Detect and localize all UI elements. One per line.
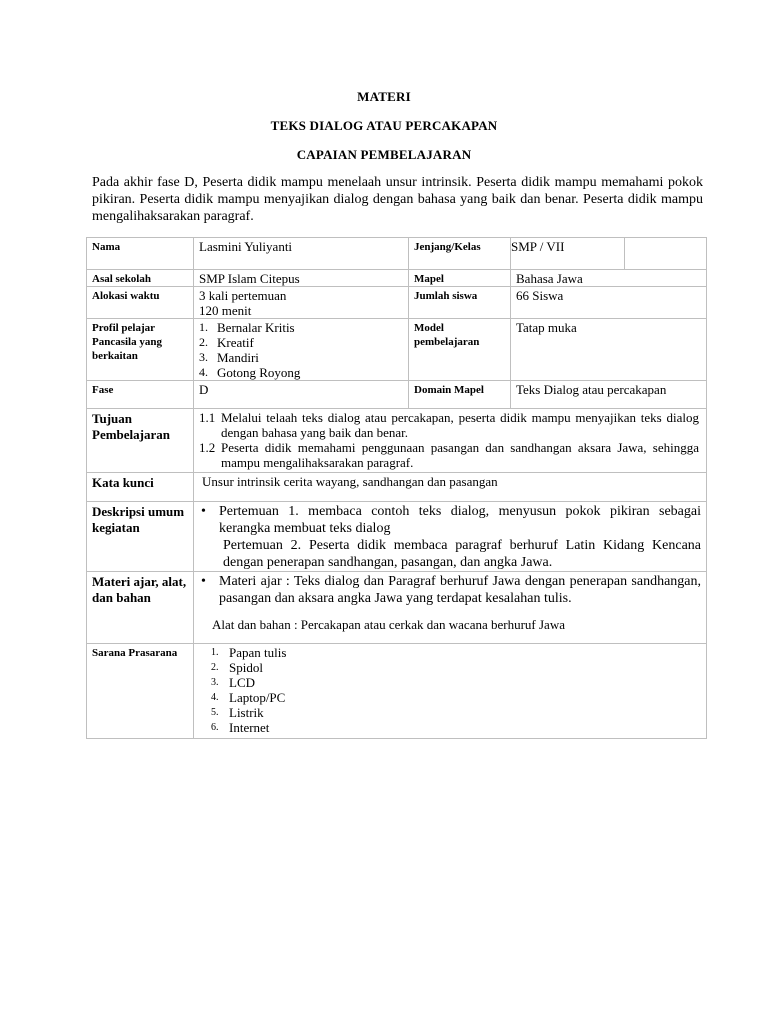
table-row (87, 270, 707, 287)
nama-value: Lasmini Yuliyanti (194, 238, 409, 270)
table-row (87, 381, 707, 409)
table-row (87, 473, 707, 502)
alokasi-line2: 120 menit (199, 303, 252, 318)
table-row (87, 287, 707, 319)
profil-label: Profil pelajar Pancasila yang berkaitan (87, 319, 194, 381)
doc-subtitle: TEKS DIALOG ATAU PERCAKAPAN (270, 118, 498, 133)
list-item: 3. Mandiri (199, 350, 259, 365)
sarana-label: Sarana Prasarana (87, 644, 194, 739)
bullet-icon: • (201, 574, 206, 589)
list-item: 2. Kreatif (199, 335, 254, 350)
fase-value: D (194, 381, 409, 409)
list-item: 2. Spidol (211, 660, 263, 675)
jenjang-cell (511, 238, 707, 270)
jumlah-label: Jumlah siswa (409, 287, 511, 319)
table-row (87, 572, 707, 644)
tujuan-label: Tujuan Pembelajaran (87, 409, 194, 473)
profil-value (194, 319, 409, 381)
mapel-label: Mapel (409, 270, 511, 287)
list-item: 3. LCD (211, 675, 255, 690)
sarana-list (211, 645, 701, 735)
mapel-value: Bahasa Jawa (511, 270, 707, 287)
profil-list (199, 320, 403, 380)
list-item: 1. Papan tulis (211, 645, 287, 660)
kata-kunci-value: Unsur intrinsik cerita wayang, sandhangan dan pasangan (194, 473, 707, 502)
jumlah-value: 66 Siswa (511, 287, 707, 319)
deskripsi-value (194, 502, 707, 572)
materi-label: Materi ajar, alat, dan bahan (87, 572, 194, 644)
domain-label: Domain Mapel (409, 381, 511, 409)
table-row (87, 238, 707, 270)
list-item: 1. Bernalar Kritis (199, 320, 295, 335)
deskripsi-p2: Pertemuan 2. Peserta didik membaca paragraf berhuruf Latin Kidang Kencana dengan penerapan sandhangan, pasangan, dan angka Jawa. (223, 538, 701, 570)
intro-paragraph: Pada akhir fase D, Peserta didik mampu menelaah unsur intrinsik. Peserta didik mampu memahami pokok pikiran. Peserta didik mampu menyajikan dialog dengan bahasa yang baik dan benar. Peserta didik mampu mengalihaksarakan paragraf. (92, 175, 703, 224)
tujuan-value (194, 409, 707, 473)
table-row (87, 502, 707, 572)
model-label: Model pembelajaran (409, 319, 511, 381)
doc-title: MATERI (357, 89, 411, 104)
fase-label: Fase (87, 381, 194, 409)
deskripsi-label: Deskripsi umum kegiatan (87, 502, 194, 572)
asal-value: SMP Islam Citepus (194, 270, 409, 287)
jenjang-value: SMP / VII (506, 238, 625, 269)
materi-p1: Materi ajar : Teks dialog dan Paragraf berhuruf Jawa dengan penerapan sandhangan, pasangan dan aksara angka Jawa yang terdapat kesalahan tulis. (219, 574, 701, 606)
nama-label: Nama (87, 238, 194, 270)
alokasi-value (194, 287, 409, 319)
table-row (87, 319, 707, 381)
materi-value (194, 572, 707, 644)
sarana-value (194, 644, 707, 739)
list-item: 1.1 Melalui telaah teks dialog atau percakapan, peserta didik mampu menyajikan teks dialog dengan bahasa yang baik dan benar. (199, 410, 699, 440)
list-item: 4. Laptop/PC (211, 690, 286, 705)
materi-p2: Alat dan bahan : Percakapan atau cerkak dan wacana berhuruf Jawa (212, 617, 565, 632)
table-row (87, 409, 707, 473)
section-heading: CAPAIAN PEMBELAJARAN (296, 147, 472, 162)
list-item: 5. Listrik (211, 705, 264, 720)
list-item: 4. Gotong Royong (199, 365, 301, 380)
jenjang-label: Jenjang/Kelas (409, 238, 511, 270)
alokasi-label: Alokasi waktu (87, 287, 194, 319)
info-table (86, 237, 707, 739)
alokasi-line1: 3 kali pertemuan (199, 288, 287, 303)
bullet-icon: • (201, 504, 206, 519)
list-item: 6. Internet (211, 720, 270, 735)
domain-value: Teks Dialog atau percakapan (511, 381, 707, 409)
asal-label: Asal sekolah (87, 270, 194, 287)
list-item: 1.2 Peserta didik memahami penggunaan pasangan dan sandhangan aksara Jawa, sehingga mampu mengalihaksarakan paragraf. (199, 440, 699, 470)
kata-kunci-label: Kata kunci (87, 473, 194, 502)
model-value: Tatap muka (511, 319, 707, 381)
table-row (87, 644, 707, 739)
deskripsi-p1: Pertemuan 1. membaca contoh teks dialog, menyusun pokok pikiran sebagai kerangka membuat teks dialog (219, 504, 701, 536)
